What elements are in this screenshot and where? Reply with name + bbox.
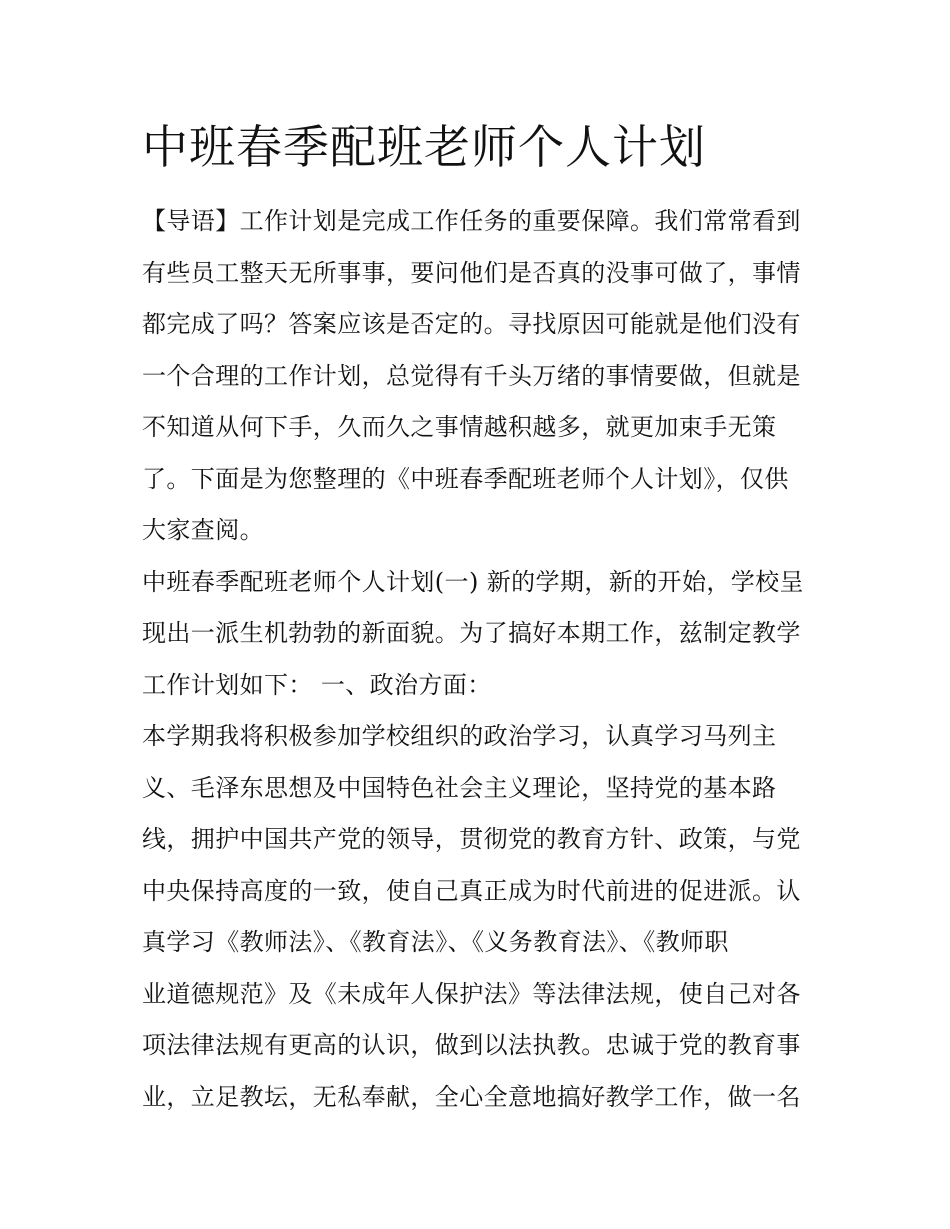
text-line: 本学期我将积极参加学校组织的政治学习，认真学习马列主 — [142, 722, 777, 750]
document-title: 中班春季配班老师个人计划 — [142, 120, 706, 174]
text-line: 业，立足教坛，无私奉献，全心全意地搞好教学工作，做一名 — [142, 1082, 801, 1111]
text-line: 不知道从何下手，久而久之事情越积越多，就更加束手无策 — [142, 413, 777, 441]
text-line: 中班春季配班老师个人计划(一) 新的学期，新的开始，学校呈 — [142, 567, 804, 596]
text-line: 一个合理的工作计划，总觉得有千头万绪的事情要做，但就是 — [142, 361, 801, 390]
text-line: 义、毛泽东思想及中国特色社会主义理论，坚持党的基本路 — [142, 773, 777, 802]
document-body — [142, 196, 814, 1123]
text-line: 业道德规范》及《未成年人保护法》等法律法规，使自己对各 — [142, 979, 801, 1008]
text-line: 了。下面是为您整理的《中班春季配班老师个人计划》，仅供 — [142, 464, 789, 493]
text-line: 工作计划如下： 一、政治方面： — [142, 670, 492, 699]
text-line: 都完成了吗？答案应该是否定的。寻找原因可能就是他们没有 — [142, 310, 801, 338]
text-line: 现出一派生机勃勃的新面貌。为了搞好本期工作，兹制定教学 — [142, 619, 801, 647]
text-line: 真学习《教师法》、《教育法》、《义务教育法》、《教师职 — [142, 928, 729, 956]
text-line: 【导语】工作计划是完成工作任务的重要保障。我们常常看到 — [142, 207, 801, 235]
text-line: 项法律法规有更高的认识，做到以法执教。忠诚于党的教育事 — [142, 1031, 801, 1059]
text-line: 中央保持高度的一致，使自己真正成为时代前进的促进派。认 — [142, 876, 801, 905]
text-line: 有些员工整天无所事事，要问他们是否真的没事可做了，事情 — [142, 258, 801, 287]
text-line: 大家查阅。 — [142, 516, 264, 544]
text-line: 线，拥护中国共产党的领导，贯彻党的教育方针、政策，与党 — [142, 825, 801, 853]
